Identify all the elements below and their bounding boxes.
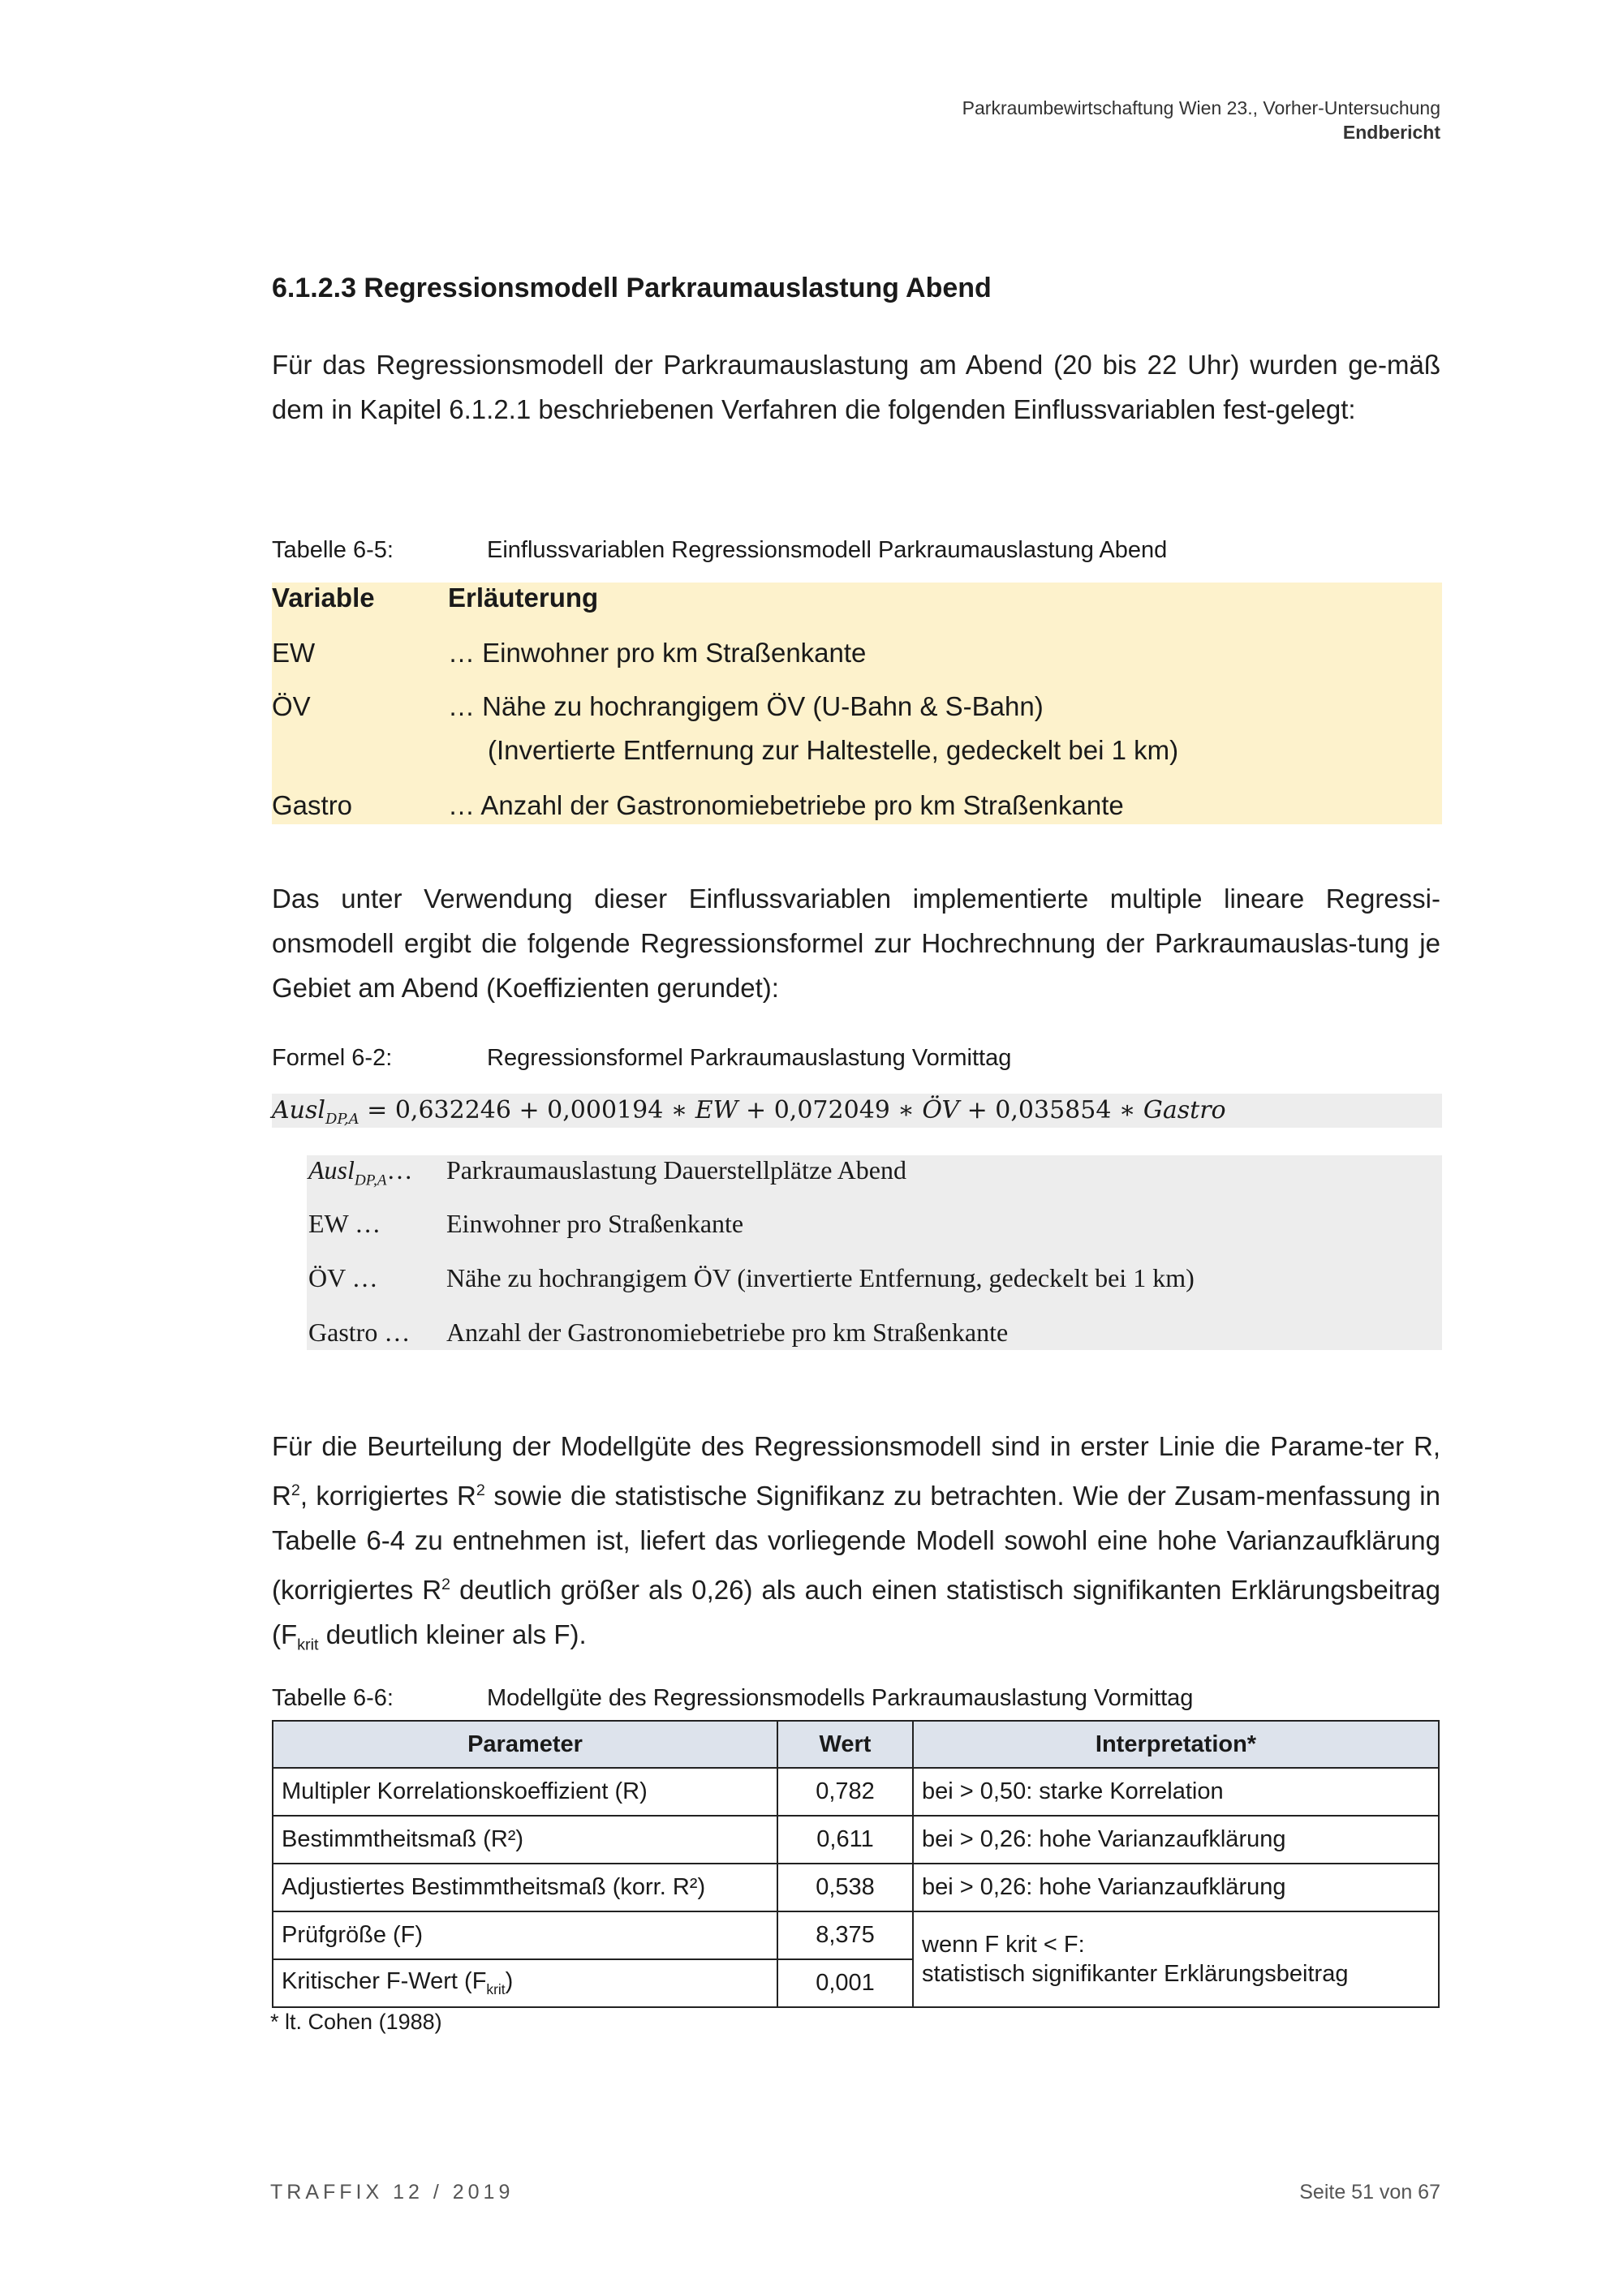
superscript: 2	[441, 1576, 451, 1593]
variable-name: Gastro	[272, 790, 353, 820]
paragraph-text: , korrigiertes R	[299, 1481, 476, 1511]
legend-key: Gastro …	[308, 1318, 411, 1347]
parameter-cell: Adjustiertes Bestimmtheitsmaß (korr. R²)	[273, 1864, 777, 1911]
value-cell: 0,782	[777, 1768, 913, 1816]
interpretation-cell: bei > 0,26: hohe Varianzaufklärung	[913, 1816, 1439, 1864]
table2-label: Tabelle 6-6:	[272, 1685, 394, 1711]
legend-value: Anzahl der Gastronomiebetriebe pro km Straßenkante	[446, 1318, 1009, 1347]
table2-title: Modellgüte des Regressionsmodells Parkraumauslastung Vormittag	[487, 1685, 1194, 1711]
formula-label: Formel 6-2:	[272, 1045, 393, 1071]
table-row	[273, 1864, 1439, 1911]
formula-legend	[307, 1155, 1442, 1350]
table-header-row	[273, 1721, 1439, 1768]
paragraph-quality	[272, 1424, 1440, 1668]
paragraph-text: sowie die statistische Signifikanz zu betrachten. Wie der Zusam-menfassung in Tabelle 6-4 zu entnehmen ist, liefert das vorliegende Modell sowohl eine hohe Varianzaufklärung (korrigiertes R	[272, 1481, 1440, 1605]
table-row	[273, 1768, 1439, 1816]
interpretation-cell-merged	[913, 1911, 1439, 2007]
table-row	[273, 1911, 1439, 1959]
variable-description: … Einwohner pro km Straßenkante	[448, 638, 867, 668]
value-cell: 0,538	[777, 1864, 913, 1911]
formula-lhs-subscript: DP,A	[325, 1111, 359, 1128]
value-cell: 0,001	[777, 1959, 913, 2007]
variables-table	[272, 583, 1442, 824]
regression-formula	[272, 1094, 1442, 1128]
parameter-cell: Multipler Korrelationskoeffizient (R)	[273, 1768, 777, 1816]
formula-title: Regressionsformel Parkraumauslastung Vormittag	[487, 1045, 1012, 1071]
table1-caption	[272, 537, 1167, 564]
header-subtitle: Endbericht	[1342, 122, 1440, 143]
model-quality-table	[272, 1720, 1440, 2008]
paragraph-text: deutlich größer als 0,26) als auch einen statistisch signifikanten Erklärungsbeitrag (F	[272, 1575, 1440, 1649]
formula-term: + 0,035854 ∗	[959, 1096, 1143, 1124]
legend-key: ÖV …	[308, 1263, 378, 1292]
section-title: 6.1.2.3 Regressionsmodell Parkraumauslastung Abend	[272, 273, 992, 303]
parameter-cell: Prüfgröße (F)	[273, 1911, 777, 1959]
table1-title: Einflussvariablen Regressionsmodell Parkraumauslastung Abend	[487, 537, 1168, 563]
footer-page-number: Seite 51 von 67	[1299, 2181, 1440, 2204]
footer-left: TRAFFIX 12 / 2019	[270, 2181, 514, 2204]
parameter-subscript: krit	[486, 1980, 506, 1997]
table2-caption	[272, 1685, 1193, 1712]
legend-key: EW …	[308, 1209, 381, 1238]
parameter-cell	[273, 1959, 777, 2007]
legend-key-subscript: DP,A	[354, 1172, 387, 1189]
formula-caption	[272, 1045, 1011, 1072]
parameter-cell: Bestimmtheitsmaß (R²)	[273, 1816, 777, 1864]
formula-term: + 0,072049 ∗	[738, 1096, 923, 1124]
subscript: krit	[297, 1636, 319, 1654]
formula-term: = 0,632246 + 0,000194 ∗	[359, 1096, 695, 1124]
interpretation-line: statistisch signifikanter Erklärungsbeitrag	[922, 1961, 1349, 1987]
formula-lhs: Ausl	[272, 1096, 325, 1124]
column-header-value: Wert	[777, 1721, 913, 1768]
variable-name: ÖV	[272, 691, 311, 721]
paragraph-model: Das unter Verwendung dieser Einflussvariablen implementierte multiple lineare Regressi-onsmodell ergibt die folgende Regressionsformel zur Hochrechnung der Parkraumauslas-tung je Gebiet am Abend (Koeffizienten gerundet):	[272, 884, 1440, 1003]
parameter-text: Kritischer F-Wert (F	[282, 1968, 487, 1995]
header-explanation: Erläuterung	[448, 583, 599, 613]
column-header-parameter: Parameter	[273, 1721, 777, 1768]
header-title: Parkraumbewirtschaftung Wien 23., Vorher-Untersuchung	[962, 97, 1440, 118]
variable-description-line2: (Invertierte Entfernung zur Haltestelle, gedeckelt bei 1 km)	[488, 735, 1179, 765]
legend-key	[308, 1155, 413, 1189]
interpretation-cell: bei > 0,50: starke Korrelation	[913, 1768, 1439, 1816]
formula-variable: ÖV	[922, 1096, 960, 1124]
parameter-text: )	[505, 1968, 514, 1995]
table-footnote: * lt. Cohen (1988)	[270, 2010, 442, 2034]
legend-value: Nähe zu hochrangigem ÖV (invertierte Entfernung, gedeckelt bei 1 km)	[446, 1263, 1195, 1292]
superscript: 2	[476, 1481, 485, 1499]
value-cell: 8,375	[777, 1911, 913, 1959]
variable-name: EW	[272, 638, 316, 668]
formula-variable: Gastro	[1143, 1096, 1226, 1124]
formula-variable: EW	[695, 1096, 738, 1124]
interpretation-cell: bei > 0,26: hohe Varianzaufklärung	[913, 1864, 1439, 1911]
interpretation-line: wenn F krit < F:	[922, 1932, 1085, 1958]
paragraph-intro: Für das Regressionsmodell der Parkraumauslastung am Abend (20 bis 22 Uhr) wurden ge-mäß dem in Kapitel 6.1.2.1 beschriebenen Verfahren die folgenden Einflussvariablen fest-gelegt:	[272, 350, 1440, 424]
legend-key-suffix: …	[386, 1155, 413, 1185]
superscript: 2	[291, 1481, 300, 1499]
legend-key-symbol: Ausl	[308, 1155, 355, 1185]
variable-description: … Anzahl der Gastronomiebetriebe pro km Straßenkante	[448, 790, 1124, 820]
legend-value: Einwohner pro Straßenkante	[446, 1209, 744, 1238]
column-header-interpretation: Interpretation*	[913, 1721, 1439, 1768]
paragraph-text: deutlich kleiner als F).	[318, 1619, 587, 1649]
legend-value: Parkraumauslastung Dauerstellplätze Abend	[446, 1155, 906, 1185]
variable-description: … Nähe zu hochrangigem ÖV (U-Bahn & S-Bahn)	[448, 691, 1044, 721]
table1-label: Tabelle 6-5:	[272, 537, 394, 563]
header-variable: Variable	[272, 583, 375, 613]
table-row	[273, 1816, 1439, 1864]
paragraph-text: Für die Beurteilung der Modellgüte des Regressionsmodell sind in erster Linie die Parame-ter R, R	[272, 1431, 1440, 1511]
value-cell: 0,611	[777, 1816, 913, 1864]
